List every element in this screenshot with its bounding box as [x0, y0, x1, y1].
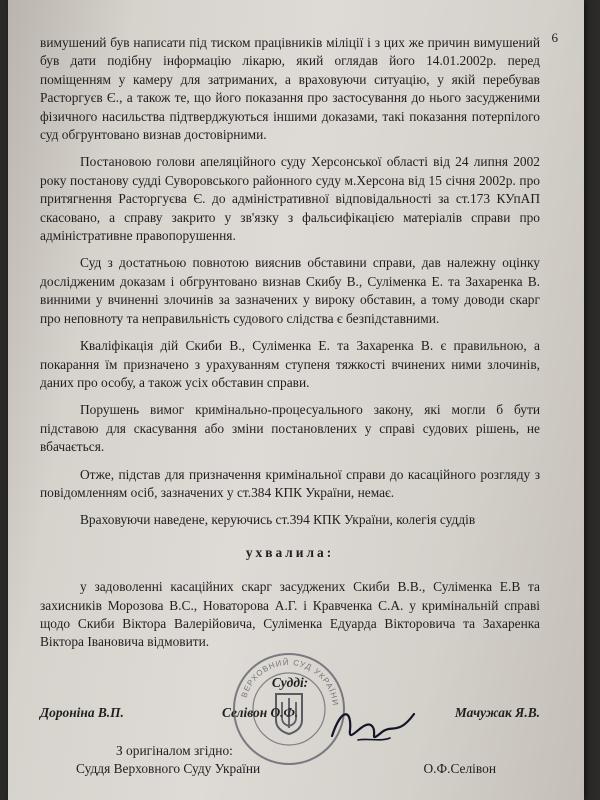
judge-left: Дороніна В.П. — [40, 705, 124, 721]
resolution-heading: ухвалила: — [245, 544, 335, 560]
copy-note-line1: З оригіналом згідно: — [116, 743, 233, 759]
page-number: 6 — [551, 30, 558, 45]
judges-heading: Судді: — [271, 674, 309, 690]
paragraph-5: Порушень вимог кримінально-процесуального закону, які могли б бути підставою для скасування або зміни постановлених у справі судових рішень, не вбачається. — [40, 402, 540, 455]
paragraph-7: Враховуючи наведене, керуючись ст.394 КПК України, колегія суддів — [80, 512, 476, 528]
paragraph-1: вимушений був написати під тиском працівників міліції і з цих же причин вимушений був дати подібну інформацію лікарю, який оглядав його 14.01.2002р. перед поміщенням у камеру для затриманих, а враховуючи ситуацію, у якій перебував Расторгуєв Є., а також те, що його показання про застосування до нього засудженими фізичного насильства підтверджуються іншими доказами, такі показання потерпілого суд обгрунтовано визнав достовірними. — [40, 35, 540, 143]
paragraph-3: Суд з достатньою повнотою вияснив обставини справи, дав належну оцінку дослідженим доказам і обгрунтовано визнав Скибу В., Суліменка Е. та Захаренка В. винними у вчиненні злочинів за зазначених у вироку обставин, а тому доводи скарг про неповноту та неправильність судового слідства є безпідставними. — [40, 255, 540, 326]
trident-emblem-icon — [276, 694, 302, 734]
copy-note-line2: Суддя Верховного Суду України — [76, 761, 261, 777]
copy-note-name: О.Ф.Селівон — [423, 761, 496, 777]
document-page — [8, 0, 584, 800]
seal-lettering: ВЕРХОВНИЙ СУД УКРАЇНИ — [239, 657, 340, 707]
paragraph-2: Постановою голови апеляційного суду Херсонської області від 24 липня 2002 року постанову судді Суворовського районного суду м.Херсона від 15 січня 2002р. про притягнення Расторгуєва Є. до адміністративної відповідальності за ст.173 КУпАП скасовано, а справу закрито у зв'язку з фальсифікацією матеріалів справи про адміністративне правопорушення. — [40, 154, 540, 244]
paragraph-6: Отже, підстав для призначення кримінальної справи до касаційного розгляду з повідомленням осіб, зазначених у ст.384 КПК України, немає. — [40, 466, 540, 500]
handwritten-signature — [328, 696, 418, 756]
judge-center: Селівон О.Ф. — [222, 705, 299, 721]
resolution-text: у задоволенні касаційних скарг засуджених Скиби В.В., Суліменка Е.В та захисників Морозова В.С., Новаторова А.Г. і Кравченка С.А. у кримінальній справі щодо Скиби Віктора Валерійовича, Суліменка Едуарда Вікторовича та Захаренка Віктора Івановича відмовити. — [40, 579, 540, 650]
paragraph-4: Кваліфікація дій Скиби В., Суліменка Е. та Захаренка В. є правильною, а покарання їм призначено з урахуванням ступеня тяжкості вчинених ними злочинів, даних про особу, а також усіх обставин справи. — [40, 338, 540, 390]
judge-right: Мачужак Я.В. — [454, 705, 540, 721]
